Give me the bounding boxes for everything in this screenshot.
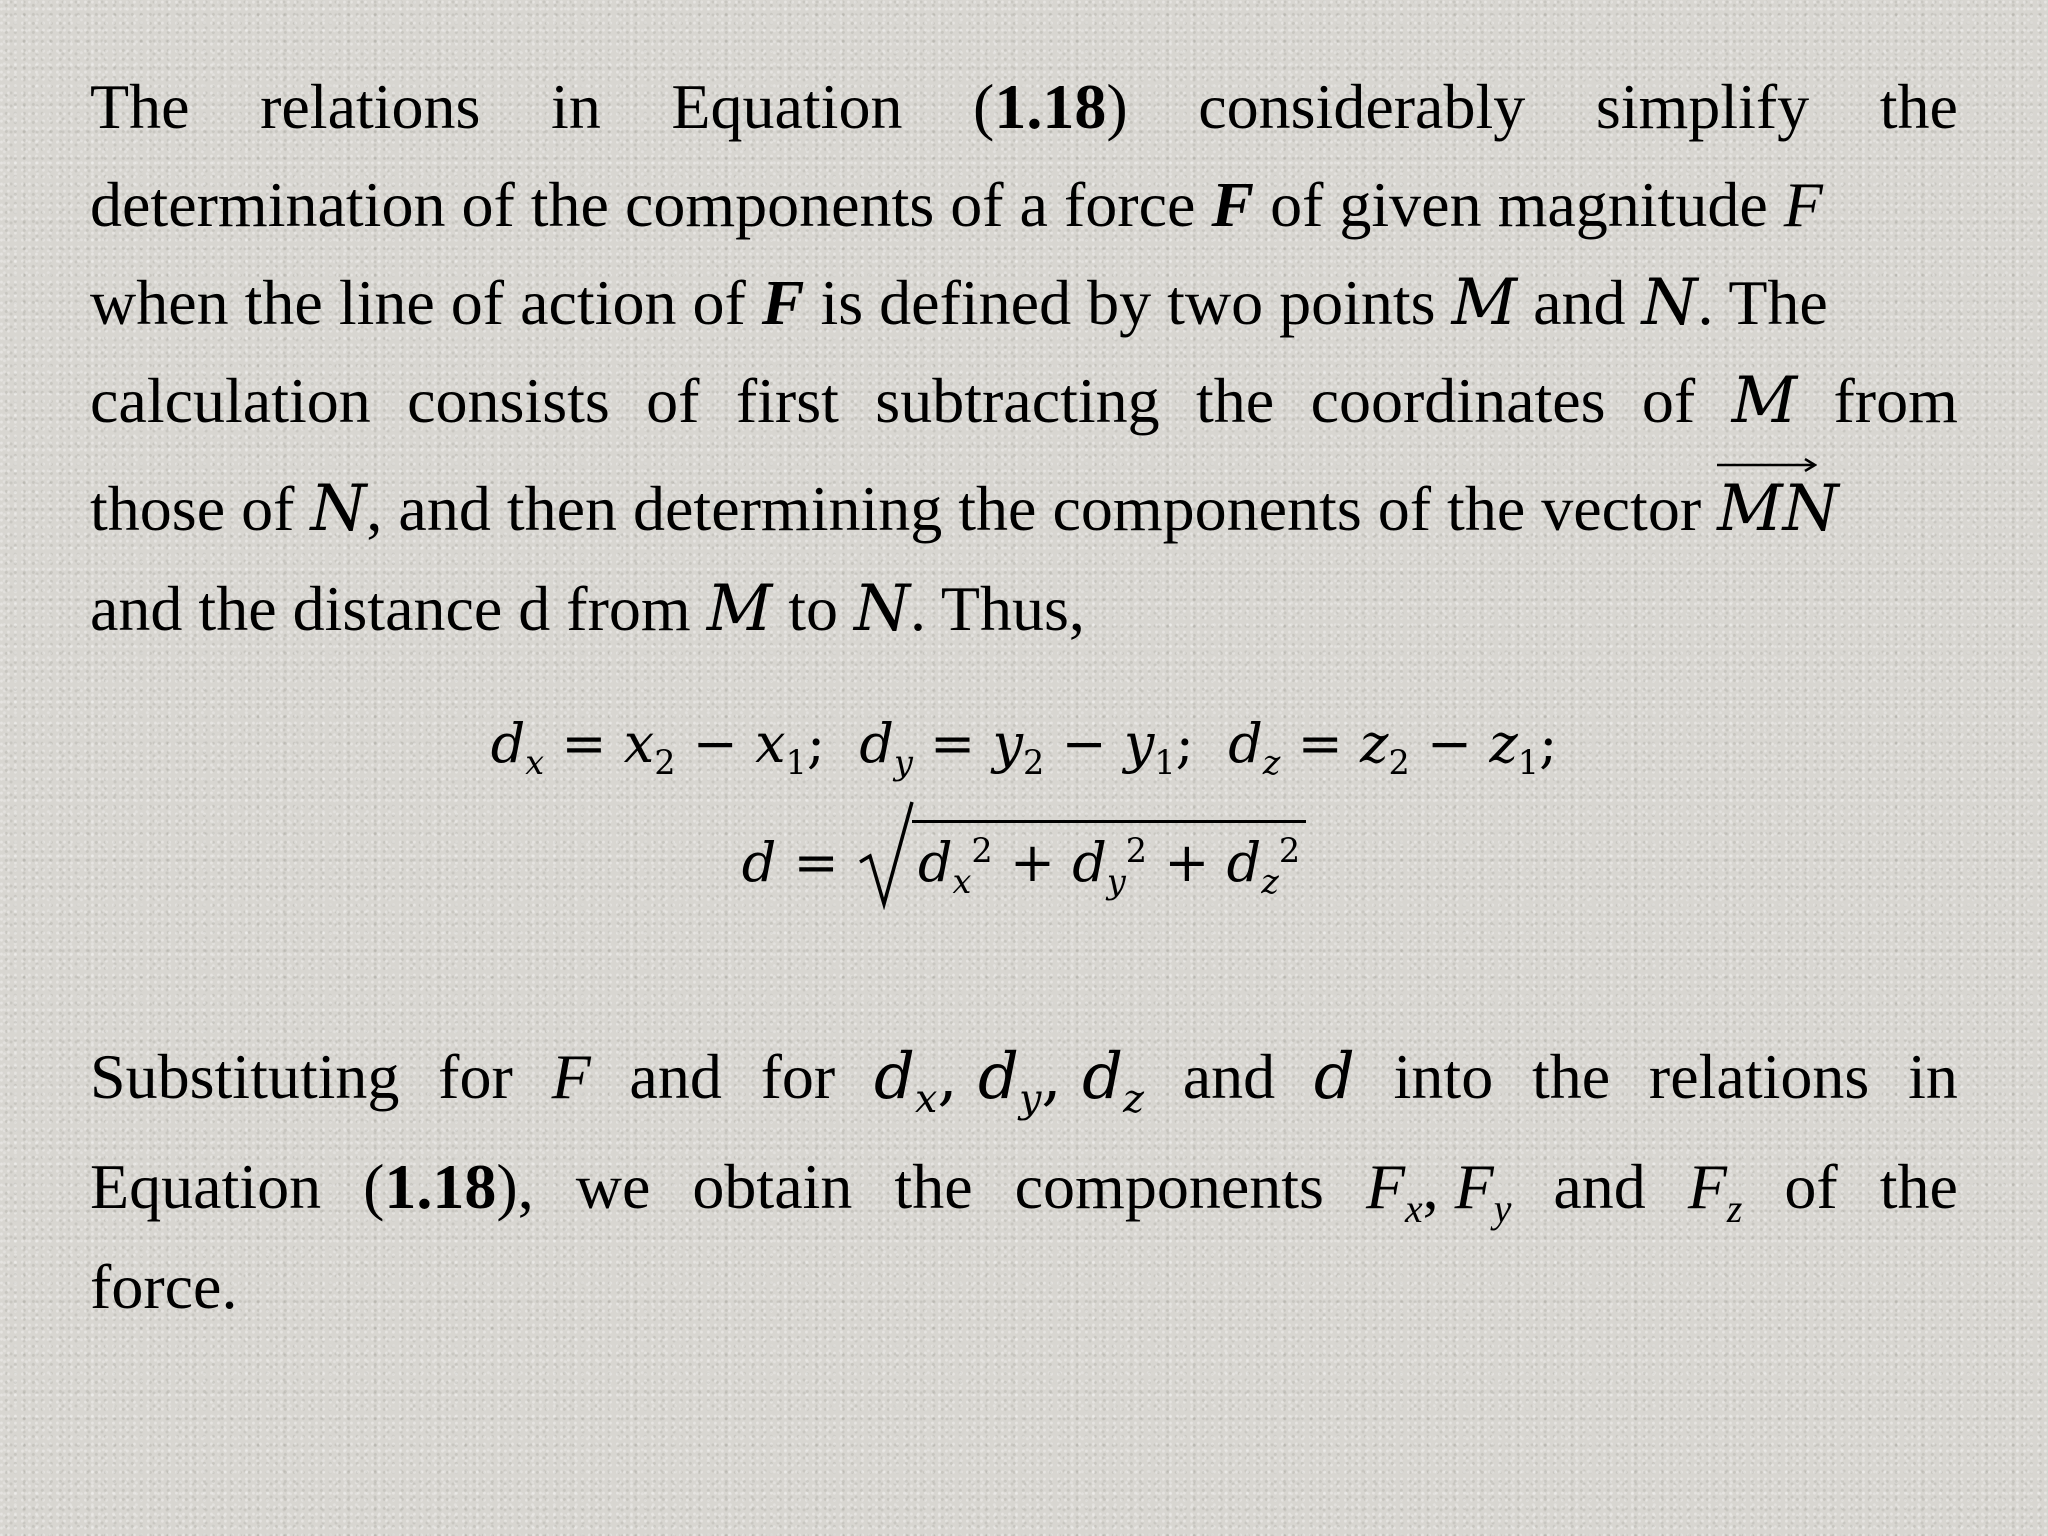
- word: The: [90, 71, 190, 142]
- word: the: [1879, 1151, 1958, 1222]
- word: relations: [260, 71, 481, 142]
- para1-line2: [90, 168, 1958, 242]
- force-vector: F: [1211, 169, 1255, 240]
- text: . Thus,: [910, 573, 1085, 644]
- word: for: [760, 1041, 836, 1112]
- word: Equation: [90, 1151, 322, 1222]
- vector-arrow-icon: [1717, 458, 1817, 472]
- word: of: [1784, 1151, 1838, 1222]
- distance-d: d: [1313, 1040, 1355, 1114]
- text: and the distance d from: [90, 573, 707, 644]
- text: when the line of action of: [90, 267, 762, 338]
- word: in: [551, 71, 601, 142]
- word: of: [646, 365, 700, 436]
- point-n: N: [1641, 266, 1698, 340]
- difference-terms: $d_x$, $d_y$, $d_z$: [873, 1040, 1144, 1122]
- word: first: [735, 365, 839, 436]
- force-magnitude: F: [551, 1041, 591, 1112]
- text: to: [772, 573, 854, 644]
- radical-sign-icon: [856, 800, 916, 910]
- word: into: [1393, 1041, 1494, 1112]
- force-components: $F_x$, $F_y$: [1365, 1151, 1512, 1231]
- word: of: [1641, 365, 1696, 436]
- word: subtracting: [875, 365, 1160, 436]
- text: , and then determining the components of the vector: [366, 473, 1718, 544]
- word: Substituting: [90, 1041, 400, 1112]
- point-m: M: [1731, 364, 1798, 438]
- point-m: M: [1451, 266, 1518, 340]
- equation-distance: d = $d_x^2 + d_y^2 + d_z^2$: [0, 820, 2048, 901]
- equation-ref: (1.18): [973, 71, 1128, 142]
- equation-differences: $d_x = x_2 - x_1$; $d_y = y_2 - y_1$; $d_z = z_2 - z_1$;: [490, 712, 1558, 782]
- point-n: N: [854, 572, 910, 646]
- word: the: [1196, 365, 1275, 436]
- word: the: [894, 1151, 973, 1222]
- para1-line5: [90, 472, 1958, 546]
- para1-line4: [90, 364, 1958, 438]
- text: and: [1517, 267, 1642, 338]
- text: . The: [1697, 267, 1828, 338]
- word: in: [1908, 1041, 1958, 1112]
- word: obtain: [692, 1151, 853, 1222]
- word: coordinates: [1310, 365, 1606, 436]
- point-m: M: [706, 572, 773, 646]
- vector-mn: MN: [1717, 472, 1839, 546]
- word: Equation: [671, 71, 903, 142]
- text: determination of the components of a force: [90, 169, 1212, 240]
- word: components: [1014, 1151, 1324, 1222]
- text: force.: [90, 1251, 238, 1322]
- word: considerably: [1198, 71, 1526, 142]
- word: from: [1833, 365, 1958, 436]
- force-magnitude: F: [1783, 169, 1823, 240]
- word: we: [575, 1151, 651, 1222]
- force-component-z: $F_z$: [1687, 1151, 1743, 1231]
- word: calculation: [90, 365, 371, 436]
- force-vector: F: [761, 267, 805, 338]
- word: the: [1531, 1041, 1611, 1112]
- para2-line1: [90, 1040, 1958, 1122]
- equation-ref: (1.18),: [363, 1151, 534, 1222]
- word: and: [1553, 1151, 1646, 1222]
- para1-line3: [90, 266, 1958, 340]
- para2-line2: [90, 1150, 1958, 1232]
- word: simplify: [1595, 71, 1810, 142]
- word: consists: [407, 365, 610, 436]
- square-root: $d_x^2 + d_y^2 + d_z^2$: [856, 820, 1306, 901]
- para1-line1: [90, 70, 1958, 144]
- text: those of: [90, 473, 311, 544]
- text: of given magnitude: [1254, 169, 1784, 240]
- point-n: N: [310, 472, 367, 546]
- word: and: [1182, 1041, 1276, 1112]
- word: the: [1879, 71, 1958, 142]
- para2-line3: [90, 1250, 1958, 1324]
- word: and: [629, 1041, 722, 1112]
- text: is defined by two points: [804, 267, 1452, 338]
- word: relations: [1648, 1041, 1870, 1112]
- para1-line6: [90, 572, 1958, 646]
- word: for: [438, 1041, 513, 1112]
